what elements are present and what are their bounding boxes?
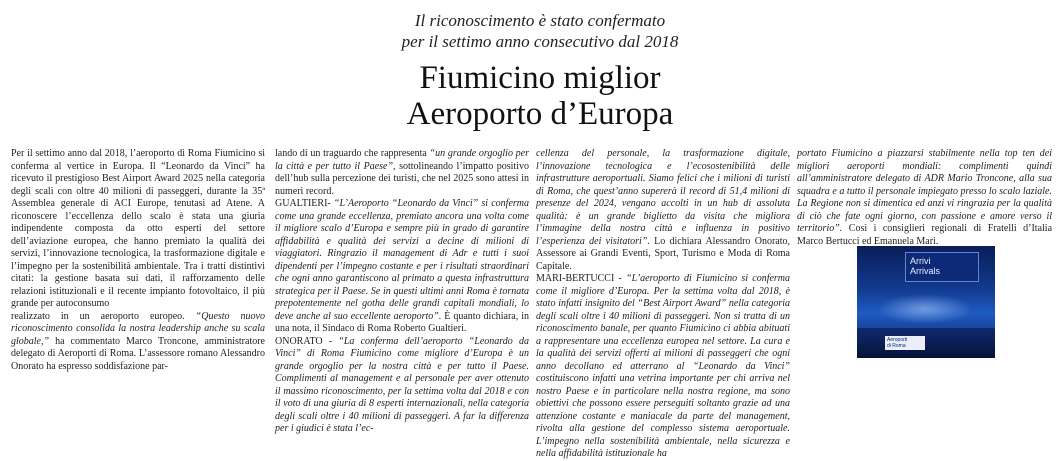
onorato-quote-continued: cellenza del personale, la trasformazione digitale, l’innovazione tecnologica e l’ecosostenibilità delle infrastrutture aeroportuali. Siamo felici che i milioni di turisti di Roma, che quest’anno supererà il record di 51,4 milioni di presenze del 2024, vengano accolti in un hub di assoluta qualità: è un grande biglietto da visita che migliora l’immagine della nostra città e influenza in positivo l’esperienza dei visitatori”. [536, 148, 790, 247]
article-column-3 [536, 148, 790, 461]
onorato-paragraph [275, 336, 529, 436]
article-kicker [300, 10, 780, 52]
column-2-paragraph-1 [275, 148, 529, 198]
column-2-paragraph-1-tail: sottolineando l’impatto positivo dell’hub sulla percezione dei turisti, che nel 2025 sono attesi in numeri record. [275, 160, 529, 197]
gualtieri-attribution: È quanto dichiara, in una nota, il Sindaco di Roma Roberto Gualtieri. [275, 310, 529, 334]
onorato-inset-quote: “un grande orgoglio per la città e per tutto il Paese”, [275, 148, 529, 172]
aeroporti-di-roma-logo [885, 336, 925, 350]
mari-bertucci-attribution: Così i consiglieri regionali di Fratelli d’Italia Marco Bertucci ed Emanuela Mari. [797, 223, 1053, 247]
column-2-paragraph-1-lead: lando di un traguardo che rappresenta [275, 148, 427, 159]
arrivals-sign-english: Arrivals [910, 266, 941, 276]
onorato-label: ONORATO - [275, 335, 333, 347]
logo-line-2: di Roma [887, 343, 906, 349]
arrivals-sign-italian: Arrivi [910, 256, 931, 266]
column-4-paragraph-1 [797, 148, 1052, 248]
article-column-4 [797, 148, 1052, 248]
terminal-light-glow [877, 294, 973, 324]
headline-line-2: Aeroporto d’Europa [406, 96, 674, 132]
troncone-quote: “Questo nuovo riconoscimento consolida la nostra leadership anche su scala globale,” [11, 310, 265, 347]
onorato-quote: “La conferma dell’aeroporto “Leonardo da Vinci” di Roma Fiumicino come migliore d’Europa è un grande orgoglio per la nostra città e per tutto il Paese. Complimenti al management e al personale per aver ottenuto il massimo riconoscimento, per la settima volta dal 2018 e con il voto di una giuria di 8 esperti internazionali, nella categoria degli scali oltre i 40 milioni di passeggeri. A far la differenza per i giudici è stata l’ec- [275, 335, 529, 434]
headline-line-1: Fiumicino miglior [419, 60, 661, 96]
column-1-paragraph-2-lead: realizzato in un aeroporto europeo. [11, 310, 185, 322]
column-1-paragraph-1: Per il settimo anno dal 2018, l’aeroporto di Roma Fiumicino si conferma al vertice in Europa. Il “Leonardo da Vinci” ha ricevuto il prestigioso Best Airport Award 2025 nella categoria degli scali con oltre 40 milioni di passeggeri, durante la 35ª Assemblea generale di ACI Europe, tenutasi ad Atene. A riconoscere l’eccellenza dello scalo è stata una giuria indipendente composta da otto esperti del settore dell’aviazione europea, che hanno premiato la qualità dei servizi, l’innovazione tecnologica, la trasformazione digitale e l’impegno per la sostenibilità ambientale. Tra i tratti distintivi citati: la gestione basata sui dati, il rafforzamento delle relazioni istituzionali e il recente impianto fotovoltaico, il più grande per autoconsumo [11, 148, 265, 309]
article-column-1 [11, 148, 265, 373]
gualtieri-paragraph [275, 198, 529, 336]
arrivals-sign [905, 252, 979, 282]
mari-bertucci-paragraph [536, 273, 790, 461]
mari-bertucci-label: MARI-BERTUCCI - [536, 273, 622, 284]
kicker-line-1: Il riconoscimento è stato confermato [414, 11, 666, 30]
airport-arrivals-photo [857, 246, 995, 358]
column-1-paragraph-2 [11, 311, 265, 374]
logo-line-1: Aeroporti [887, 337, 908, 343]
kicker-line-2: per il settimo anno consecutivo dal 2018 [401, 32, 679, 51]
article-column-2 [275, 148, 529, 436]
article-headline [300, 60, 780, 132]
column-1-paragraph-2-tail: ha commentato Marco Troncone, amministratore delegato di Aeroporti di Roma. L’assessore romano Alessandro Onorato ha espresso soddisfazione par- [11, 335, 265, 372]
mari-bertucci-quote: “L’aeroporto di Fiumicino si conferma come il migliore d’Europa. Per la settima volta dal 2018, è stato infatti insignito del “Best Airport Award” nella categoria degli scali oltre i 40 milioni di passeggeri. Non si tratta di un riconoscimento banale, per quanto Fiumicino ci abbia abituati a rappresentare una eccellenza europea nel settore. La cura e la qualità dei servizi offerti ai milioni di passeggeri che ogni anno decollano ed atterrano al “Leonardo da Vinci” costituiscono infatti una vetrina importante per chi arriva nel nostro Paese e in particolare nella nostra regione, ma sono obiettivi che possono essere perseguiti soltanto grazie ad una attenzione costante e maniacale da parte del management, rivolta alla gestione del complesso sistema aeroportuale. L’impegno nella sostenibilità ambientale, nella sicurezza e nella affidabilità istituzionale ha [536, 273, 791, 459]
column-3-paragraph-1 [536, 148, 790, 273]
terminal-floor [857, 328, 995, 358]
gualtieri-quote: “L’Aeroporto “Leonardo da Vinci” si conferma come una grande eccellenza, premiato ancora una volta come il migliore scalo d’Europa e sempre più in grado di garantire affidabilità e qualità dei servizi a decine di milioni di viaggiatori. Ringrazio il management di Adr e tutti i suoi dipendenti per l’impegno costante e per i risultati straordinari che ogni anno garantiscono al primato a questa infrastruttura strategica per il Paese. Se in questi ultimi anni Roma è tornata prepotentemente nel gotha delle grandi capitali mondiali, lo deve anche al suo eccellente aeroporto”. [275, 198, 530, 322]
gualtieri-label: GUALTIERI- [275, 198, 331, 209]
mari-bertucci-quote-continued: portato Fiumicino a piazzarsi stabilmente nella top ten dei migliori aeroporti mondiali: complimenti quindi all’amministratore delegato di ADR Mario Troncone, alla sua squadra e a tutto il personale impiegato presso lo scalo laziale. La Regione non si dimentica ed anzi vi ringrazia per la qualità di ciò che fate ogni giorno, con passione e amore verso il territorio”. [797, 148, 1052, 234]
onorato-attribution: Lo dichiara Alessandro Onorato, Assessore ai Grandi Eventi, Sport, Turismo e Moda di Roma Capitale. [536, 235, 790, 272]
